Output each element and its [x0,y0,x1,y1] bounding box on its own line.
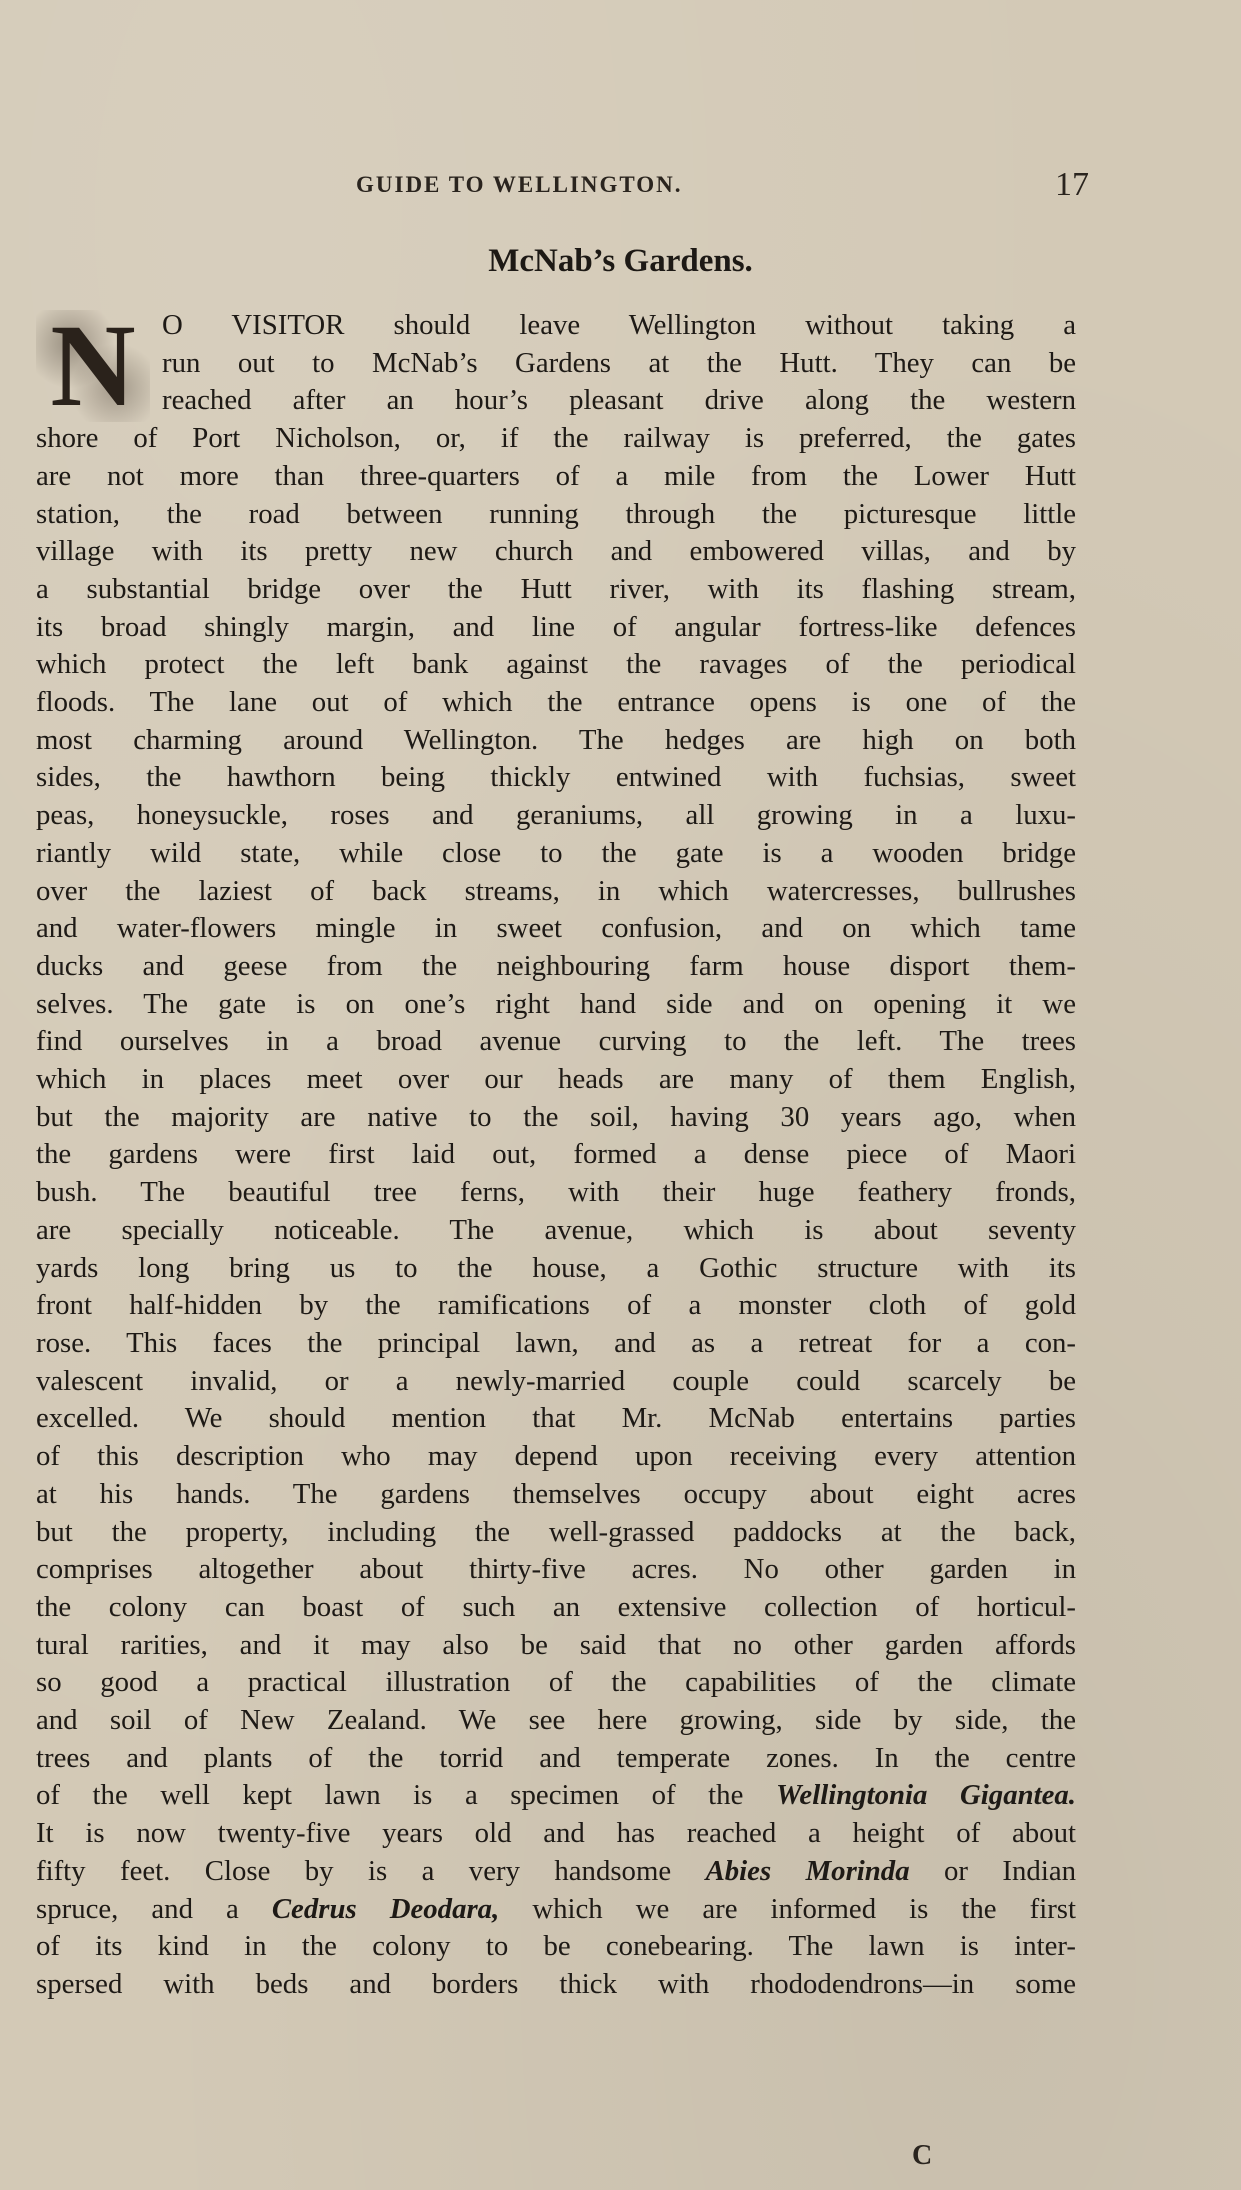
line-text: of the well kept lawn is a specimen of the [36,1779,744,1812]
body-line: and water-flowers mingle in sweet confusion, and on which tame [36,912,1076,945]
page-number: 17 [1055,166,1089,203]
botanical-name: Cedrus Deodara, [271,1892,500,1925]
body-line: ducks and geese from the neighbouring farm house disport them- [36,949,1076,982]
body-line: reached after an hour’s pleasant drive along the western [162,384,1076,417]
body-line: floods. The lane out of which the entrance opens is one of the [36,686,1076,719]
body-line: riantly wild state, while close to the gate is a wooden bridge [36,836,1076,869]
body-line: spersed with beds and borders thick with rhododendrons—in some [36,1967,1076,2000]
drop-cap-initial: N [36,310,150,422]
body-line: so good a practical illustration of the capabilities of the climate [36,1666,1076,1699]
body-line: which in places meet over our heads are many of them English, [36,1063,1076,1096]
body-line: shore of Port Nicholson, or, if the railway is preferred, the gates [36,422,1076,455]
body-line: O VISITOR should leave Wellington without taking a [162,309,1076,341]
body-line: valescent invalid, or a newly-married couple could scarcely be [36,1364,1076,1397]
body-line: of this description who may depend upon receiving every attention [36,1440,1076,1473]
botanical-name: Abies Morinda [705,1854,910,1887]
body-line: but the majority are native to the soil, having 30 years ago, when [36,1100,1076,1133]
body-line: yards long bring us to the house, a Gothic structure with its [36,1251,1076,1284]
body-line: rose. This faces the principal lawn, and as a retreat for a con- [36,1326,1076,1359]
line-text: fifty feet. Close by is a very handsome [36,1854,672,1887]
body-line: It is now twenty-five years old and has reached a height of about [36,1817,1076,1850]
body-line: the colony can boast of such an extensive collection of horticul- [36,1590,1076,1623]
body-line-with-italic [36,1853,1076,1891]
running-head: GUIDE TO WELLINGTON. [356,172,683,197]
body-line: find ourselves in a broad avenue curving to the left. The trees [36,1025,1076,1058]
body-line: at his hands. The gardens themselves occupy about eight acres [36,1477,1076,1510]
body-line: a substantial bridge over the Hutt river, with its flashing stream, [36,572,1076,605]
article-body [36,307,1076,2004]
line-text: spruce, and a [36,1892,239,1925]
line-text: which we are informed is the first [532,1892,1076,1925]
body-line-with-italic [36,1777,1076,1815]
body-line: selves. The gate is on one’s right hand side and on opening it we [36,987,1076,1020]
body-line: most charming around Wellington. The hedges are high on both [36,723,1076,756]
body-line: run out to McNab’s Gardens at the Hutt. They can be [162,346,1076,379]
body-line: are specially noticeable. The avenue, which is about seventy [36,1213,1076,1246]
body-line: its broad shingly margin, and line of angular fortress-like defences [36,610,1076,643]
body-line: tural rarities, and it may also be said that no other garden affords [36,1628,1076,1661]
body-line-with-italic [36,1891,1076,1929]
body-line: village with its pretty new church and embowered villas, and by [36,535,1076,568]
body-line: over the laziest of back streams, in which watercresses, bullrushes [36,874,1076,907]
body-line: of its kind in the colony to be conebearing. The lawn is inter- [36,1930,1076,1963]
line-text: or Indian [944,1854,1077,1887]
body-line: front half-hidden by the ramifications of a monster cloth of gold [36,1289,1076,1322]
body-line: sides, the hawthorn being thickly entwined with fuchsias, sweet [36,761,1076,794]
body-line: and soil of New Zealand. We see here growing, side by side, the [36,1704,1076,1737]
body-line: peas, honeysuckle, roses and geraniums, all growing in a luxu- [36,799,1076,832]
body-line: trees and plants of the torrid and temperate zones. In the centre [36,1741,1076,1774]
botanical-name: Wellingtonia Gigantea. [775,1779,1076,1812]
body-line: station, the road between running through the picturesque little [36,497,1076,530]
article-title: McNab’s Gardens. [488,243,753,279]
body-line: but the property, including the well-grassed paddocks at the back, [36,1515,1076,1548]
body-line: excelled. We should mention that Mr. McNab entertains parties [36,1402,1076,1435]
signature-mark: C [912,2140,933,2171]
body-line: comprises altogether about thirty-five acres. No other garden in [36,1553,1076,1586]
body-line: which protect the left bank against the ravages of the periodical [36,648,1076,681]
body-line: are not more than three-quarters of a mile from the Lower Hutt [36,459,1076,492]
body-line: the gardens were first laid out, formed a dense piece of Maori [36,1138,1076,1171]
body-line: bush. The beautiful tree ferns, with their huge feathery fronds, [36,1176,1076,1209]
